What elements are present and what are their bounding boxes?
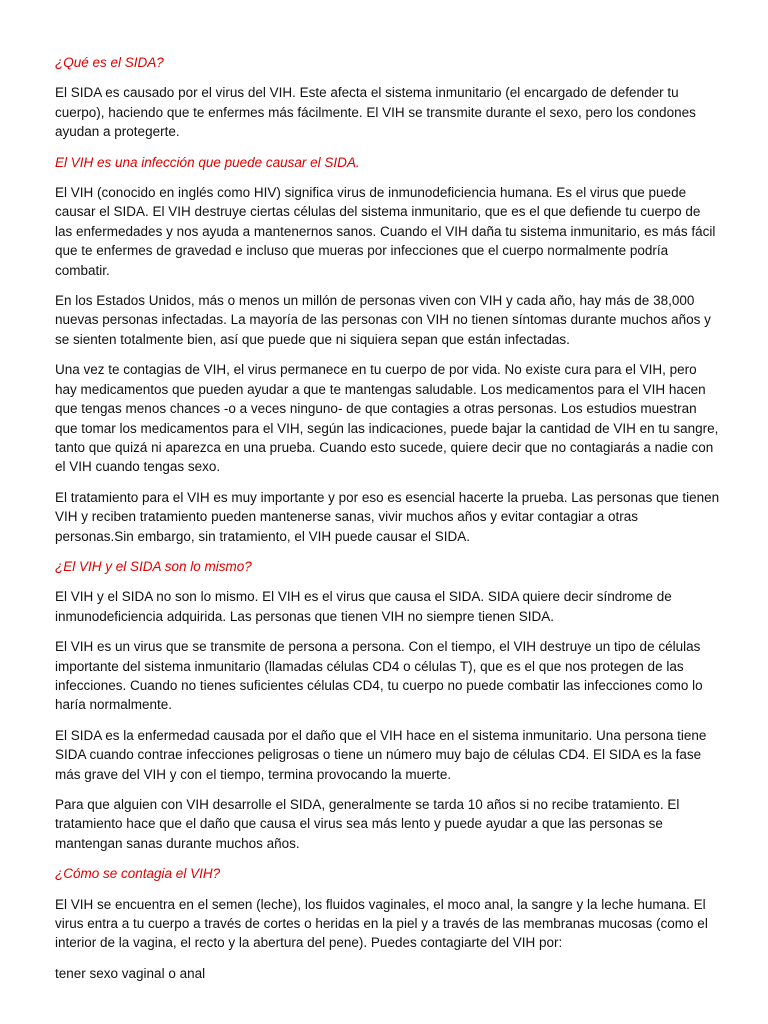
paragraph: El VIH y el SIDA no son lo mismo. El VIH es el virus que causa el SIDA. SIDA quiere decir síndrome de inmunodeficiencia adquirida. Las personas que tienen VIH no siempre tienen SIDA. [55,589,672,624]
paragraph: tener sexo vaginal o anal [55,965,206,981]
heading-vih-y-sida-mismo: ¿El VIH y el SIDA son lo mismo? [55,558,252,574]
paragraph: El VIH se encuentra en el semen (leche), los fluidos vaginales, el moco anal, la sangre y la leche humana. El virus entra a tu cuerpo a través de cortes o heridas en la piel y a través de las membranas mucosas (como el interior de la vagina, el recto y la abertura del pene). Puedes contagiarte del VIH por: [55,896,708,951]
paragraph: El VIH (conocido en inglés como HIV) significa virus de inmunodeficiencia humana. Es el virus que puede causar el SIDA. El VIH destruye ciertas células del sistema inmunitario, que es el que defiende tu cuerpo de las enfermedades y nos ayuda a mantenernos sanos. Cuando el VIH daña tu sistema inmunitario, es más fácil que te enfermes de gravedad e incluso que mueras por infecciones que el cuerpo normalmente podría combatir. [55,185,716,278]
paragraph: En los Estados Unidos, más o menos un millón de personas viven con VIH y cada año, hay más de 38,000 nuevas personas infectadas. La mayoría de las personas con VIH no tienen síntomas durante muchos años y se sienten totalmente bien, así que puede que ni siquiera sepan que están infectadas. [55,293,711,347]
paragraph: Para que alguien con VIH desarrolle el SIDA, generalmente se tarda 10 años si no recibe tratamiento. El tratamiento hace que el daño que causa el virus sea más lento y puede ayudar a que las personas se mantengan sanas durante muchos años. [55,797,680,851]
document-page [55,53,720,994]
heading-vih-infeccion: El VIH es una infección que puede causar el SIDA. [55,154,360,170]
heading-como-se-contagia: ¿Cómo se contagia el VIH? [55,866,221,882]
paragraph: El tratamiento para el VIH es muy importante y por eso es esencial hacerte la prueba. Las personas que tienen VIH y reciben tratamiento pueden mantenerse sanas, vivir muchos años y evitar contagiar a otras personas.Sin embargo, sin tratamiento, el VIH puede causar el SIDA. [55,489,720,544]
paragraph: El SIDA es la enfermedad causada por el daño que el VIH hace en el sistema inmunitario. Una persona tiene SIDA cuando contrae infecciones peligrosas o tiene un número muy bajo de células CD4. El SIDA es la fase más grave del VIH y con el tiempo, termina provocando la muerte. [55,727,707,782]
heading-que-es-el-sida: ¿Qué es el SIDA? [55,55,164,70]
paragraph: Una vez te contagias de VIH, el virus permanece en tu cuerpo de por vida. No existe cura para el VIH, pero hay medicamentos que pueden ayudar a que te mantengas saludable. Los medicamentos para el VIH hacen que tengas menos chances -o a veces ninguno- de que contagies a otras personas. Los estudios muestran que tomar los medicamentos para el VIH, según las indicaciones, puede bajar la cantidad de VIH en tu sangre, tanto que quizá ni aparezca en una prueba. Cuando esto sucede, quiere decir que no contagiarás a nadie con el VIH cuando tengas sexo. [55,362,719,475]
paragraph: El VIH es un virus que se transmite de persona a persona. Con el tiempo, el VIH destruye un tipo de células importante del sistema inmunitario (llamadas células CD4 o células T), que es el que nos protegen de las infecciones. Cuando no tienes suficientes células CD4, tu cuerpo no puede combatir las infecciones como lo haría normalmente. [55,639,703,713]
paragraph: El SIDA es causado por el virus del VIH. Este afecta el sistema inmunitario (el encargado de defender tu cuerpo), haciendo que te enfermes más fácilmente. El VIH se transmite durante el sexo, pero los condones ayudan a protegerte. [55,85,696,140]
